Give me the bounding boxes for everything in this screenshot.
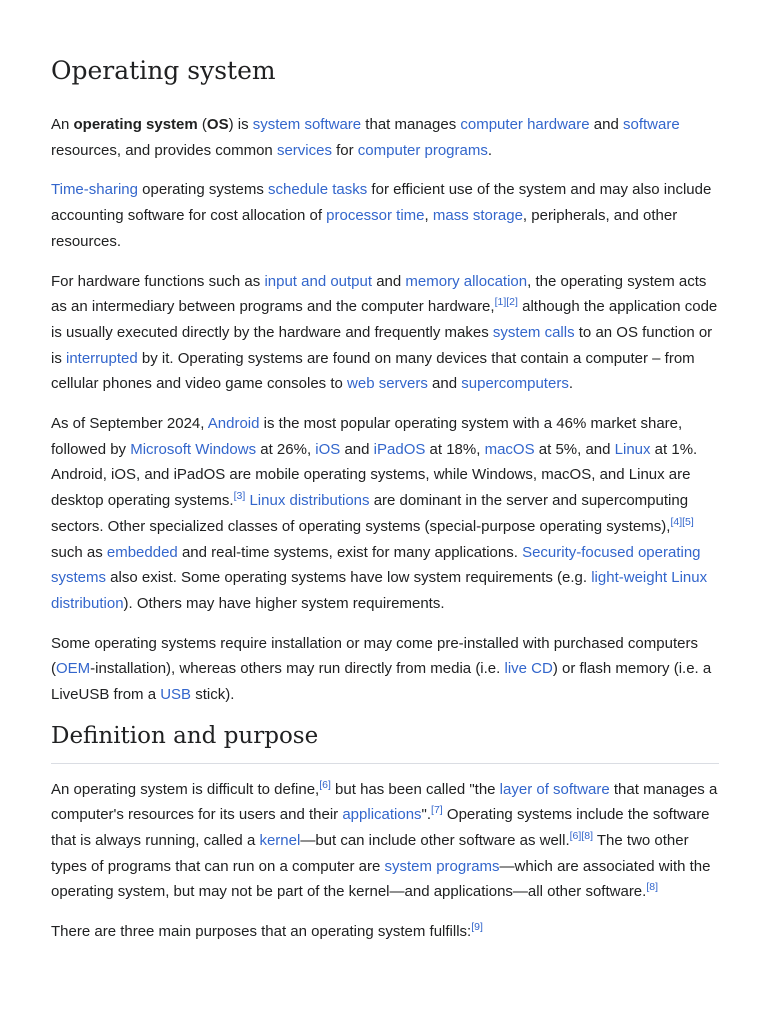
link-light-weight-linux[interactable]: light-weight Linux distribution [51,569,708,612]
link-microsoft-windows[interactable]: Microsoft Windows [130,440,257,458]
citation-link[interactable]: [2] [506,296,518,309]
link-processor-time[interactable]: processor time [326,207,425,225]
link-macos[interactable]: macOS [484,440,535,458]
text: —which are associated with the operating system, but may not be part of the kernel—and applications—all other software. [51,857,711,901]
link-linux[interactable]: Linux [614,440,651,458]
page-title: Operating system [51,56,276,85]
link-kernel[interactable]: kernel [259,831,301,849]
citation-5 [682,516,694,528]
text: but has been called "the [330,780,500,798]
link-web-servers[interactable]: web servers [347,375,428,393]
citation-4 [670,516,682,528]
text: -installation), whereas others may run directly from media (i.e. [90,660,505,678]
text: An operating system is difficult to define, [51,780,320,798]
citation-link[interactable]: [3] [233,490,246,503]
paragraph-purposes [51,919,719,945]
text: at 5%, and [534,440,615,458]
citation-link[interactable]: [5] [682,515,694,528]
link-input-and-output[interactable]: input and output [264,272,373,290]
text: , [424,207,433,225]
citation-7 [431,804,443,816]
text: . [487,141,493,159]
text: is the most popular operating system with a 46% market share, followed by [51,415,683,458]
text: —but can include other software as well. [300,831,570,849]
link-supercomputers[interactable]: supercomputers [461,375,569,393]
text: Operating systems include the software that is always running, called a [51,806,710,849]
paragraph-hardware-functions [51,269,719,398]
text: , peripherals, and other resources. [51,207,678,250]
text: . [568,375,573,393]
link-security-focused-os[interactable]: Security-focused operating systems [51,543,701,587]
text: , the operating system acts as an intermediary between programs and the computer hardware, [51,272,707,316]
paragraph-market-share [51,411,719,617]
link-computer-hardware[interactable]: computer hardware [460,116,590,133]
text: resources, and provides common [51,141,277,159]
text: ) is [228,116,253,133]
citation-1 [495,296,507,308]
link-oem[interactable]: OEM [56,660,91,678]
link-time-sharing[interactable]: Time-sharing [51,181,138,199]
citation-link[interactable]: [6] [319,778,331,791]
text: and [589,116,623,133]
link-ios[interactable]: iOS [315,440,341,458]
text: For hardware functions such as [51,272,265,290]
paragraph-time-sharing [51,177,719,254]
text: to an OS function or is [51,323,713,367]
link-memory-allocation[interactable]: memory allocation [405,272,528,290]
paragraph-installation [51,631,719,708]
citation-link[interactable]: [6] [569,829,582,842]
text: at 18%, [425,440,485,458]
paragraph-intro [51,112,719,163]
link-applications[interactable]: applications [342,806,422,824]
citation-link[interactable]: [7] [431,804,443,817]
link-layer-of-software[interactable]: layer of software [499,780,610,798]
link-interrupted[interactable]: interrupted [66,349,138,367]
link-schedule-tasks[interactable]: schedule tasks [268,181,368,199]
text: ( [197,116,207,133]
text: that manages [361,116,461,133]
citation-link[interactable]: [8] [646,881,659,894]
citation-8 [646,881,658,893]
bold-term: OS [206,116,229,133]
citation-6 [319,779,331,791]
citation-3 [234,490,246,502]
link-system-software[interactable]: system software [252,116,362,133]
citation-9 [471,921,483,933]
text: and [340,440,374,458]
citation-2 [506,296,518,308]
text: and real-time systems, exist for many applications. [177,543,523,561]
text: at 1%. Android, iOS, and iPadOS are mobile operating systems, while Windows, macOS, and Linux are desktop operating systems. [51,440,698,510]
text: for efficient use of the system and may also include accounting software for cost allocation of [51,181,712,225]
bold-term: operating system [73,116,198,133]
text: such as [51,543,107,561]
citation-6 [570,830,582,842]
text: and [372,272,406,290]
text: also exist. Some operating systems have low system requirements (e.g. [106,569,592,587]
citation-8 [581,830,593,842]
link-live-cd[interactable]: live CD [504,660,553,678]
text: stick). [191,686,235,704]
citation-link[interactable]: [4] [670,515,683,528]
link-android[interactable]: Android [207,415,260,433]
text: ". [421,806,432,824]
link-system-calls[interactable]: system calls [492,323,575,341]
article-content [51,52,719,959]
text: and [427,375,462,393]
text: As of September 2024, [51,415,208,433]
text: ) or flash memory (i.e. a LiveUSB from a [51,660,712,704]
paragraph-definition [51,777,719,906]
text: The two other types of programs that can run on a computer are [51,831,689,875]
citation-link[interactable]: [9] [471,921,483,934]
citation-link[interactable]: [8] [581,829,593,842]
link-usb[interactable]: USB [160,686,192,704]
text: An [51,116,74,133]
text: by it. Operating systems are found on many devices that contain a computer – from cellular phones and video game consoles to [51,349,695,393]
link-linux-distributions[interactable]: Linux distributions [249,492,370,510]
citation-link[interactable]: [1] [494,296,507,309]
link-services[interactable]: services [276,141,332,159]
text: at 26%, [256,440,316,458]
text: for [331,141,358,159]
text: operating systems [137,181,269,199]
link-ipados[interactable]: iPadOS [373,440,426,458]
section-heading-definition: Definition and purpose [51,722,719,764]
text: that manages a computer's resources for its users and their [51,780,718,824]
text: There are three main purposes that an operating system fulfills: [51,923,472,941]
link-software[interactable]: software [622,116,680,133]
link-embedded[interactable]: embedded [106,543,178,561]
link-system-programs[interactable]: system programs [384,857,500,875]
text: although the application code is usually executed directly by the hardware and frequently makes [51,298,718,341]
text: ). Others may have higher system requirements. [123,594,445,612]
link-computer-programs[interactable]: computer programs [357,141,488,159]
link-mass-storage[interactable]: mass storage [432,207,523,225]
text: are dominant in the server and supercomputing sectors. Other specialized classes of operating systems (special-purpose operating systems), [51,492,689,535]
text: Some operating systems require installation or may come pre-installed with purchased computers ( [51,634,698,678]
